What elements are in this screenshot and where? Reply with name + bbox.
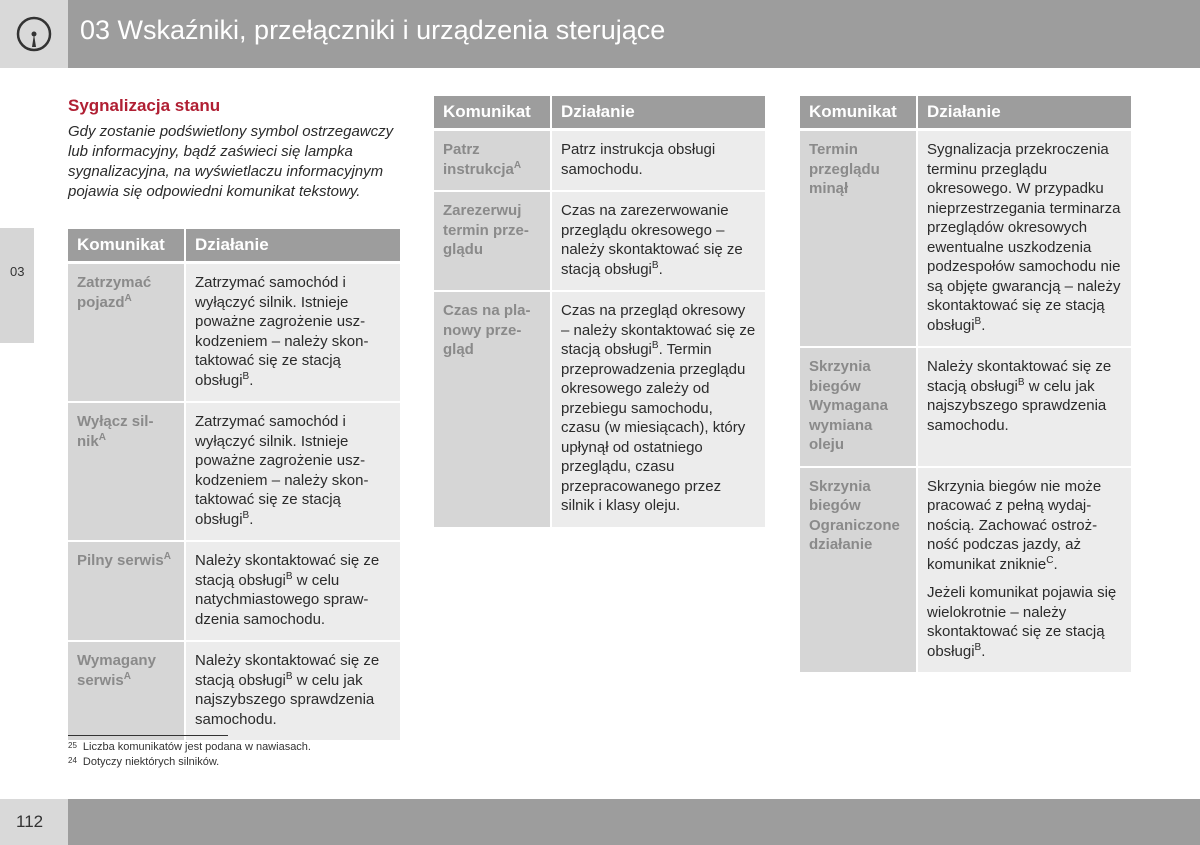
column-header-message: Komunikat (68, 229, 186, 264)
action-cell (552, 131, 765, 192)
gauge-icon (15, 15, 53, 53)
action-cell (918, 348, 1131, 468)
action-text: Zatrzymać samochód i wyłączyć silnik. Istnieje poważne zagrożenie uszkodzeniem – należy skontaktować się ze stacją obsługi$^B$. (195, 274, 369, 389)
table-row (68, 542, 400, 642)
table-row (434, 131, 765, 192)
column-header-message: Komunikat (434, 96, 552, 131)
column-header-action: Działanie (552, 96, 765, 131)
action-text: Patrz instrukcja obsługi samochodu. (561, 141, 716, 178)
action-text: Zatrzymać samochód i wyłączyć silnik. Istnieje poważne zagrożenie uszkodzeniem – należy skontaktować się ze stacją obsługi$^B$. (195, 413, 369, 528)
action-cell (552, 292, 765, 529)
action-cell (552, 192, 765, 292)
action-cell (918, 468, 1131, 675)
table-row (800, 348, 1131, 468)
action-cell (186, 403, 400, 542)
message-cell: Termin przeglądu minął (800, 131, 918, 348)
action-cell (186, 642, 400, 742)
table-row (68, 642, 400, 742)
action-text: Należy skontaktować się ze stacją obsługi$^B$ w celu jak najszybszego sprawdzenia samochodu. (927, 358, 1112, 434)
message-table-2 (434, 96, 765, 529)
action-text: Należy skontaktować się ze stacją obsługi$^B$ w celu jak najszybszego sprawdzenia samochodu. (195, 652, 380, 728)
message-table-3 (800, 96, 1131, 674)
message-cell: Skrzynia biegów Wymagana wymiana oleju (800, 348, 918, 468)
message-cell: Zarezerwuj termin przeglądu (434, 192, 552, 292)
message-cell: Pilny serwis$^A$ (68, 542, 186, 642)
action-text: Należy skontaktować się ze stacją obsługi$^B$ w celu natychmiastowego sprawdzenia samochodu. (195, 552, 380, 628)
table-row (434, 292, 765, 529)
footnote: $^{25}$ Liczba komunikatów jest podana w nawiasach. (68, 741, 311, 753)
table-row (800, 468, 1131, 675)
column-header-message: Komunikat (800, 96, 918, 131)
action-cell (186, 542, 400, 642)
side-tab[interactable] (0, 228, 34, 343)
message-cell: Czas na planowy przegląd (434, 292, 552, 529)
footnote: $^{24}$ Dotyczy niektórych silników. (68, 756, 220, 768)
column-header-action: Działanie (186, 229, 400, 264)
footnote-divider (68, 735, 228, 736)
action-text: Sygnalizacja przekroczenia terminu przeglądu okresowego. W przypadku nieprzestrzegania terminarza przeglądów okresowych ewentualne uszkodzenia podzespołów samochodu nie są objęte gwarancją – należy skontaktować się ze stacją obsługi$^B$. (927, 141, 1121, 334)
intro-text: Gdy zostanie podświetlony symbol ostrzegawczy lub informacyjny, bądź zaświeci się lampka sygnalizacyjna, na wyświetlaczu informacyjnym pojawia się odpowiedni komunikat tekstowy. (68, 123, 394, 200)
table-row (434, 192, 765, 292)
message-cell: Wyłącz silnik$^A$ (68, 403, 186, 542)
action-text: Czas na zarezerwowanie przeglądu okresowego – należy skontaktować się ze stacją obsługi$^B$. (561, 202, 743, 278)
action-text: Jeżeli komunikat pojawia się wielokrotnie – należy skontaktować się ze stacją obsługi$^B$. (927, 584, 1117, 660)
action-cell (918, 131, 1131, 348)
column-header-action: Działanie (918, 96, 1131, 131)
table-row (68, 403, 400, 542)
action-text: Czas na przegląd okresowy – należy skontaktować się ze stacją obsługi$^B$. Termin przeprowadzenia przeglądu okresowego zależy od przebiegu samochodu, czasu (w miesiącach), który upłynął od ostatniego przeglądu, czasu przepracowanego przez silnik i klasy oleju. (561, 302, 756, 514)
side-tab-label: 03 (10, 264, 25, 279)
table-row (800, 131, 1131, 348)
action-cell (186, 264, 400, 403)
section-title: Sygnalizacja stanu (68, 96, 221, 115)
chapter-title: 03 Wskaźniki, przełączniki i urządzenia sterujące (80, 15, 666, 45)
message-cell: Wymagany serwis$^A$ (68, 642, 186, 742)
action-text: Skrzynia biegów nie może pracować z pełną wydajnością. Zachować ostrożność podczas jazdy, aż komunikat zniknie$^C$. (927, 477, 1102, 573)
message-cell: Zatrzymać pojazd$^A$ (68, 264, 186, 403)
page-number: 112 (16, 812, 44, 831)
table-row (68, 264, 400, 403)
chapter-icon-box (0, 0, 68, 68)
message-cell: Skrzynia biegów Ograniczone działanie (800, 468, 918, 675)
message-cell: Patrz instrukcja$^A$ (434, 131, 552, 192)
message-table-1 (68, 229, 400, 742)
page-footer (0, 799, 1200, 845)
